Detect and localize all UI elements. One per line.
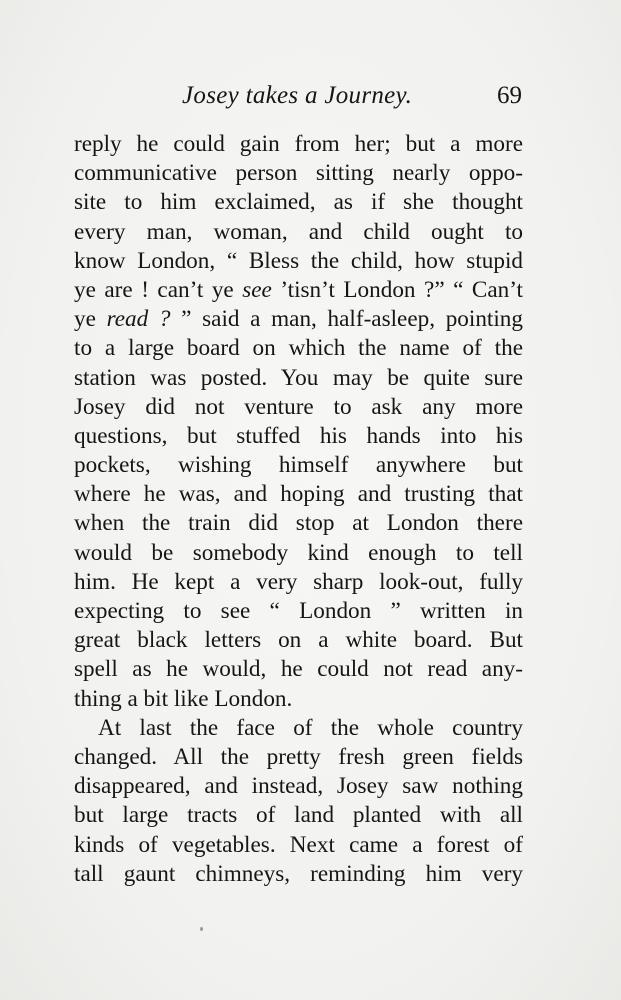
text-line: would be somebody kind enough to tell (74, 539, 523, 566)
text-line: questions, but stuffed his hands into his (74, 422, 523, 449)
italic-word: read ? (106, 306, 171, 333)
text-line: At last the face of the whole country (98, 714, 523, 741)
text-line: communicative person sitting nearly oppo- (74, 160, 523, 187)
text-line: but large tracts of land planted with all (74, 802, 523, 829)
text-line: changed. All the pretty fresh green fields (74, 743, 523, 770)
text-line: thing a bit like London. (74, 685, 293, 712)
text-line: spell as he would, he could not read any- (74, 656, 523, 683)
text-line: tall gaunt chimneys, reminding him very (74, 860, 523, 887)
text-run: ” said a man, half-asleep, pointing (170, 306, 523, 333)
text-line: station was posted. You may be quite sure (74, 364, 523, 391)
paper-speck (200, 927, 203, 931)
page-header (0, 82, 621, 116)
text-line: expecting to see “ London ” written in (74, 598, 523, 624)
paragraph-1 (74, 130, 523, 714)
text-line: pockets, wishing himself anywhere but (74, 452, 523, 479)
text-run: ye are ! can’t ye (74, 276, 243, 303)
text-line: reply he could gain from her; but a more (74, 131, 523, 157)
text-line: him. He kept a very sharp look-out, fully (74, 568, 523, 595)
body-text (74, 130, 523, 889)
page-number: 69 (497, 82, 522, 109)
text-line: Josey did not venture to ask any more (74, 393, 523, 420)
text-line: know London, “ Bless the child, how stupid (74, 247, 523, 274)
text-run: ’tisn’t London ?” “ Can’t (271, 276, 523, 303)
text-line: when the train did stop at London there (74, 510, 523, 537)
running-title: Josey takes a Journey. (182, 82, 413, 109)
text-run: ye (74, 306, 107, 333)
text-line: to a large board on which the name of the (74, 335, 523, 362)
text-line: site to him exclaimed, as if she thought (74, 189, 523, 216)
text-line (74, 305, 523, 334)
text-line: great black letters on a white board. But (74, 627, 523, 654)
text-line: where he was, and hoping and trusting that (74, 481, 523, 508)
text-line: kinds of vegetables. Next came a forest of (74, 831, 523, 858)
text-line: every man, woman, and child ought to (74, 218, 523, 245)
text-line: disappeared, and instead, Josey saw nothing (74, 773, 523, 800)
text-line (74, 276, 523, 305)
italic-word: see (242, 276, 272, 303)
paragraph-2 (74, 714, 523, 889)
